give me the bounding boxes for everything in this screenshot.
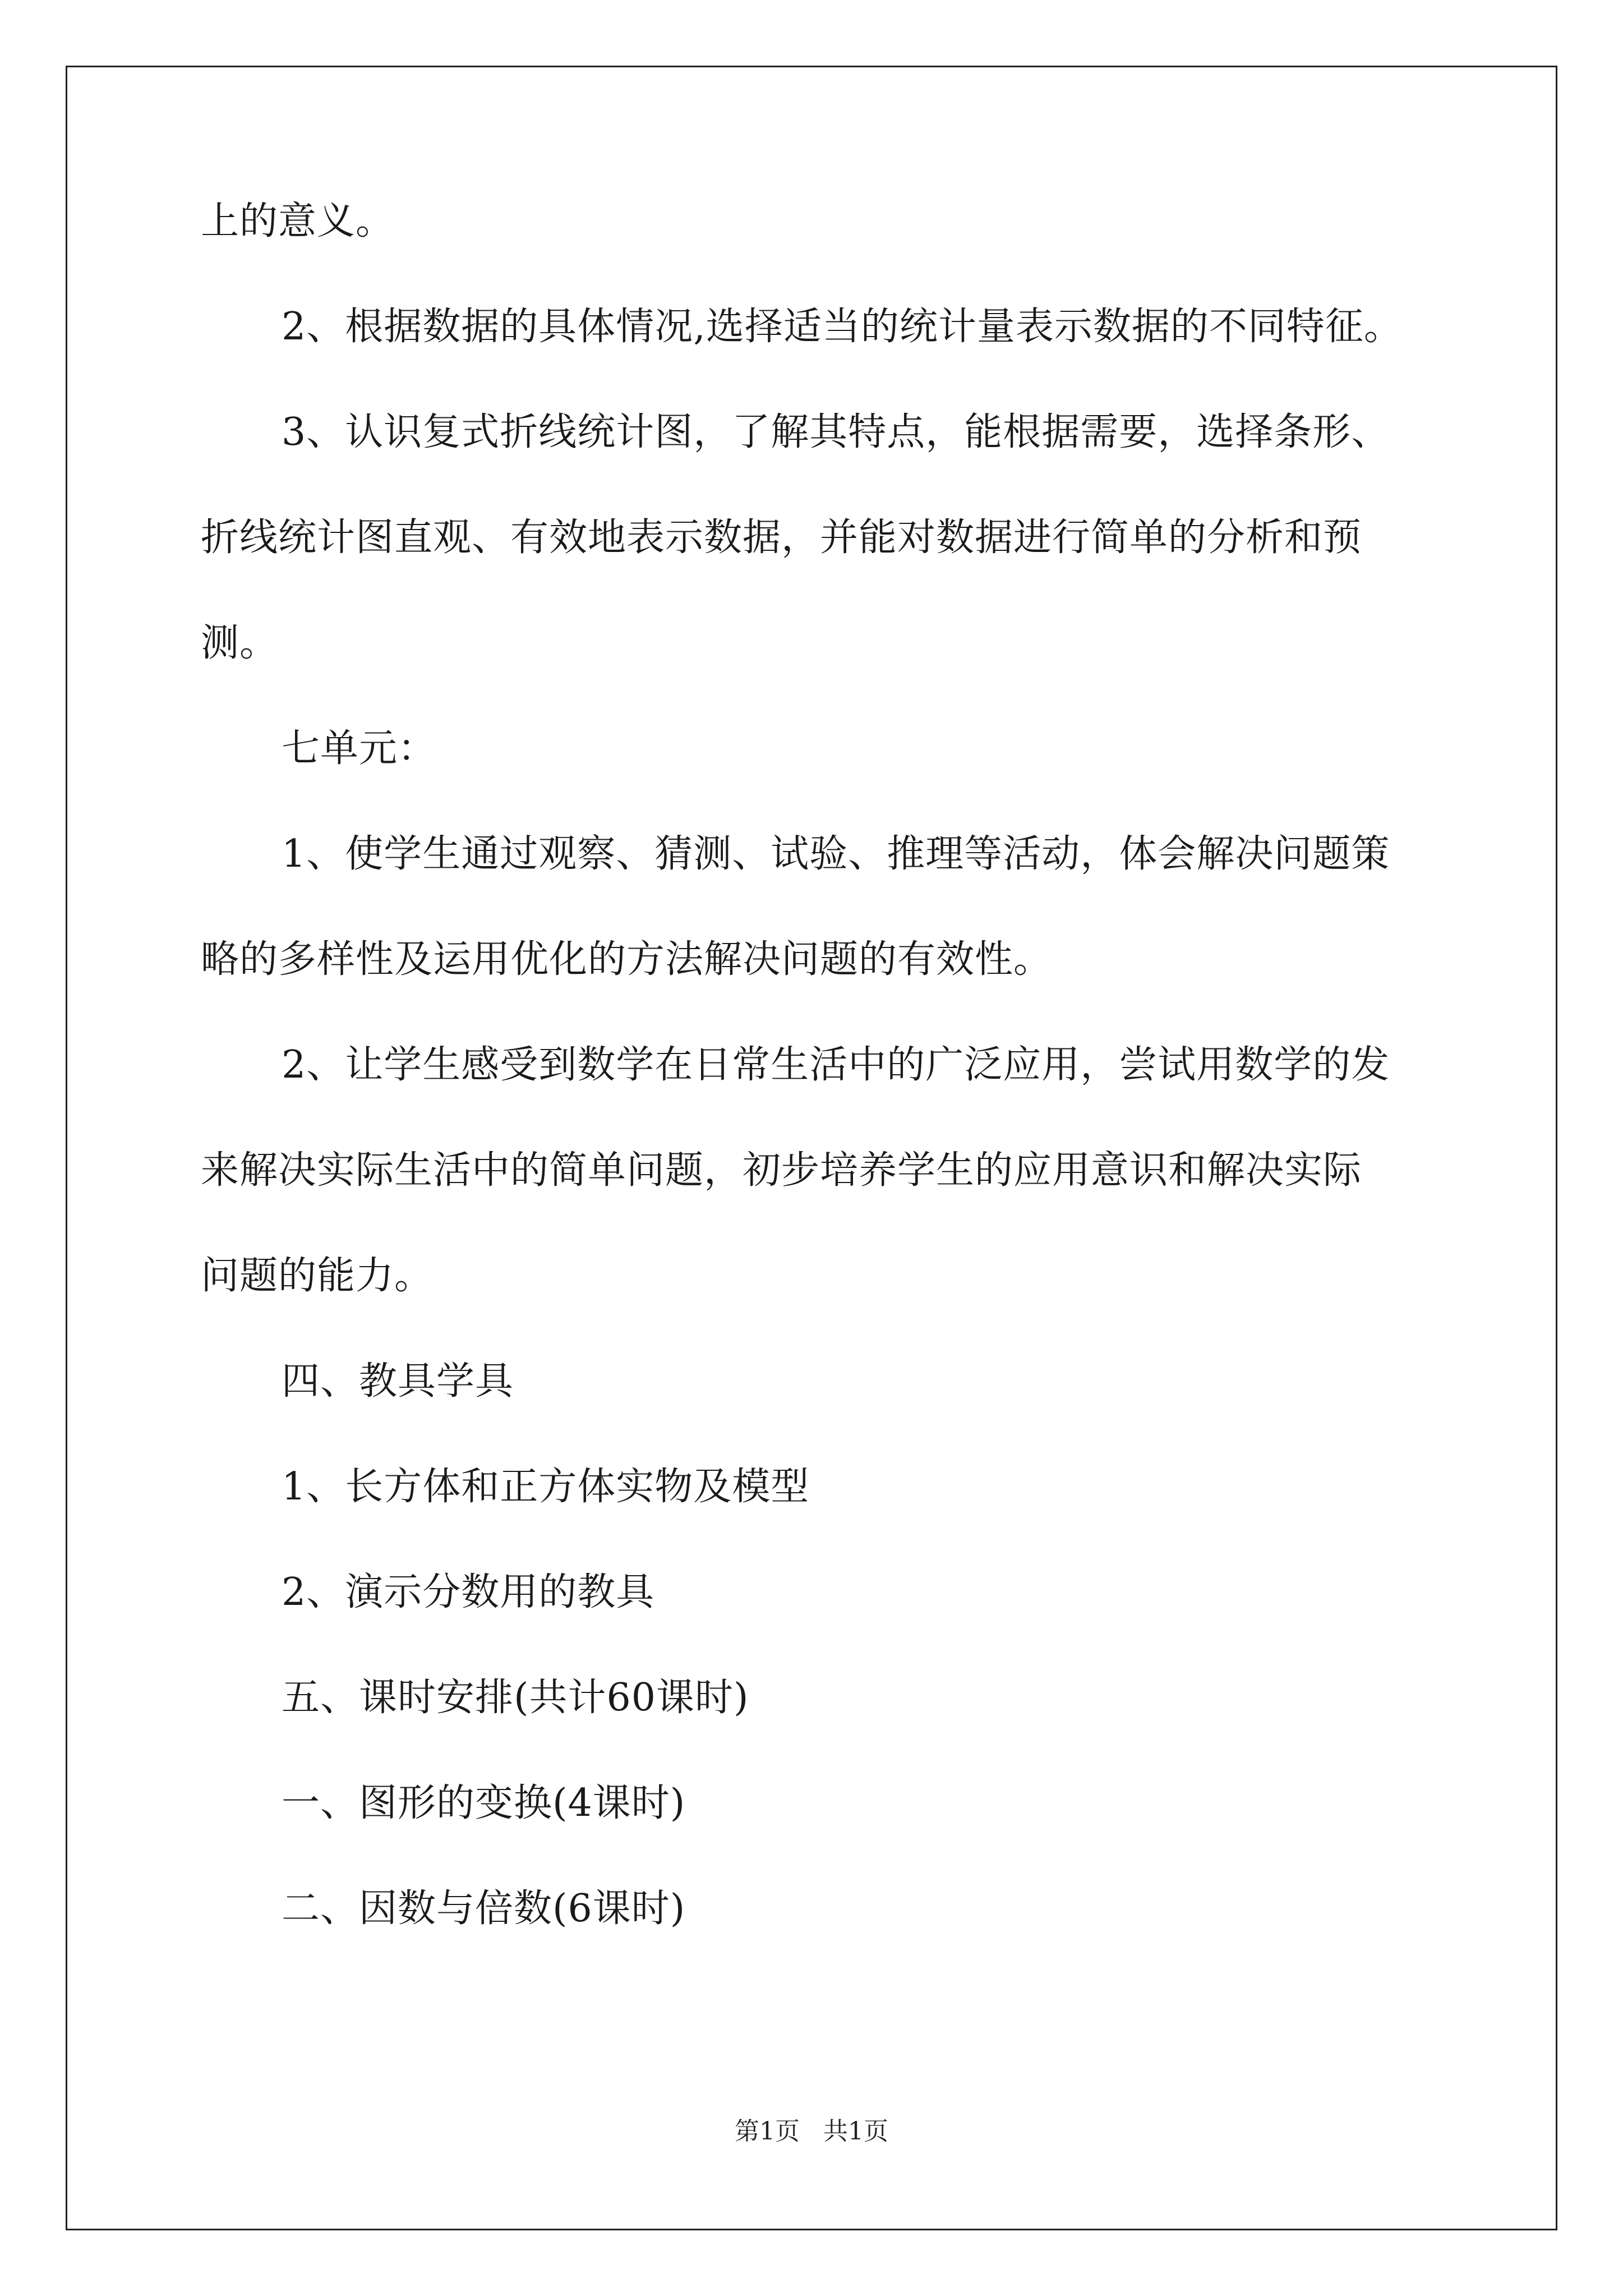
list-item: 2、演示分数用的教具 [282,1570,655,1614]
text-line: 问题的能力。 [201,1254,434,1298]
text-line: 略的多样性及运用优化的方法解决问题的有效性。 [201,937,1053,982]
text-line: 折线统计图直观、有效地表示数据，并能对数据进行简单的分析和预 [201,516,1362,560]
page-footer: 第1页 共1页 [735,2117,888,2146]
document-body [201,196,1435,1989]
list-item: 一、图形的变换(4课时) [282,1781,686,1825]
text-line: 1、使学生通过观察、猜测、试验、推理等活动，体会解决问题策 [282,832,1390,876]
text-line: 2、根据数据的具体情况,选择适当的统计量表示数据的不同特征。 [282,305,1403,349]
text-line: 来解决实际生活中的简单问题，初步培养学生的应用意识和解决实际 [201,1148,1362,1193]
text-line: 2、让学生感受到数学在日常生活中的广泛应用，尝试用数学的发 [282,1043,1390,1087]
text-line: 测。 [201,621,279,665]
section-heading: 五、课时安排(共计60课时) [282,1676,749,1720]
section-heading: 四、教具学具 [282,1359,514,1404]
section-heading: 七单元： [282,726,437,771]
text-line: 3、认识复式折线统计图，了解其特点，能根据需要，选择条形、 [282,410,1390,454]
text-line: 上的意义。 [201,199,395,243]
list-item: 二、因数与倍数(6课时) [282,1887,686,1931]
list-item: 1、长方体和正方体实物及模型 [282,1465,810,1509]
